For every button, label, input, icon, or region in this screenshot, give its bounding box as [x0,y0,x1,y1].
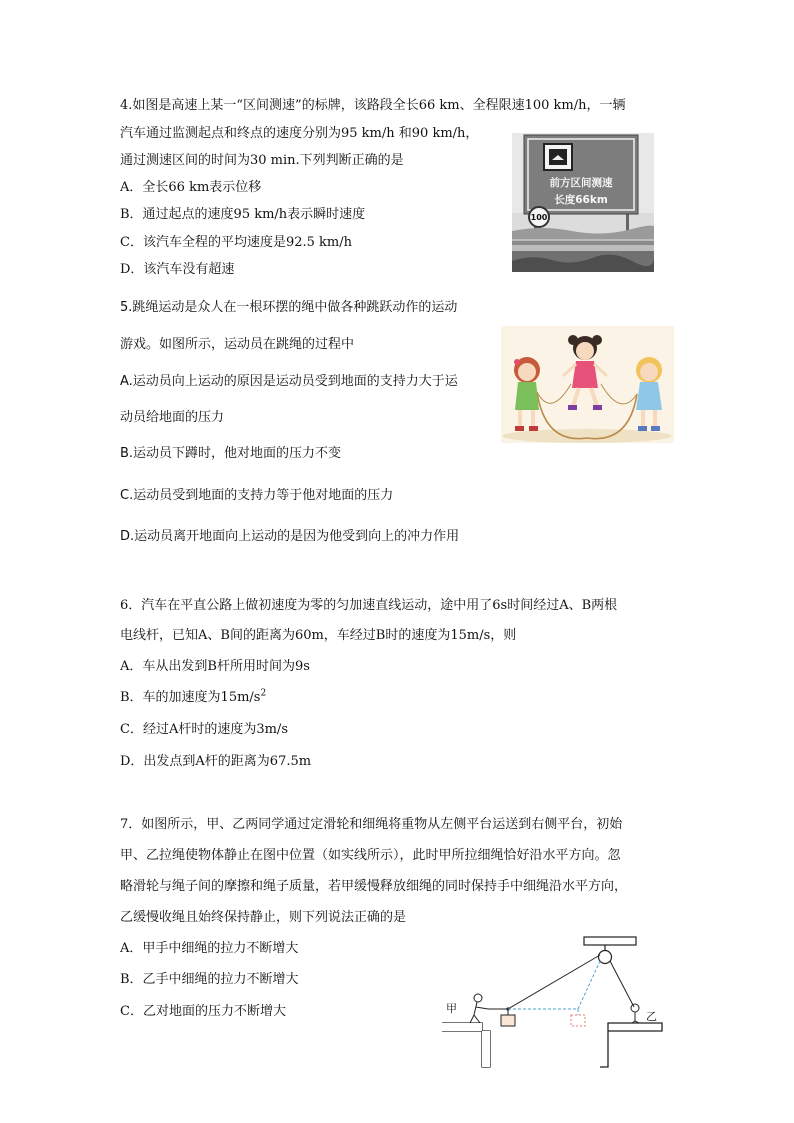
q5-option-a-line-2: 动员给地面的压力 [120,410,225,425]
q4-sign-line-1: 前方区间测速 [549,177,613,189]
q6-option-d: D．出发点到A杆的距离为67.5m [120,754,312,769]
q6-option-b-text: B．车的加速度为15m/s [120,690,261,705]
q7-label-yi: 乙 [646,1010,657,1023]
q4-option-b: B．通过起点的速度95 km/h表示瞬时速度 [120,207,366,222]
q6-option-b [120,689,266,706]
q5-option-a-line-1: A.运动员向上运动的原因是运动员受到地面的支持力大于运 [120,374,458,389]
q6-option-a: A．车从出发到B杆所用时间为9s [120,659,310,674]
q4-speed-sign-photo [512,133,654,272]
q7-stem-line-3: 略滑轮与绳子间的摩擦和绳子质量，若甲缓慢释放细绳的同时保持手中细绳沿水平方向， [120,879,628,894]
q6-option-c: C．经过A杆时的速度为3m/s [120,722,288,737]
q4-speed-limit-number: 100 [530,213,548,222]
q5-option-d: D.运动员离开地面向上运动的是因为他受到向上的冲力作用 [120,529,460,544]
q4-stem-line-3: 通过测速区间的时间为30 min.下列判断正确的是 [120,153,404,168]
q4-option-c: C．该汽车全程的平均速度是92.5 km/h [120,235,352,250]
q7-stem-line-1: 7．如图所示，甲、乙两同学通过定滑轮和细绳将重物从左侧平台运送到右侧平台，初始 [120,817,623,832]
q4-option-a: A．全长66 km表示位移 [120,180,262,195]
q5-stem-line-2: 游戏。如图所示，运动员在跳绳的过程中 [120,337,355,352]
q7-pulley-diagram [440,935,672,1075]
q4-option-d: D．该汽车没有超速 [120,262,235,277]
q4-stem-line-2: 汽车通过监测起点和终点的速度分别为95 km/h 和90 km/h， [120,126,479,141]
q4-stem-line-1: 4.如图是高速上某一“区间测速”的标牌，该路段全长66 km、全程限速100 km/h，一辆 [120,98,626,113]
q5-option-b: B.运动员下蹲时，他对地面的压力不变 [120,446,342,461]
q6-stem-line-1: 6．汽车在平直公路上做初速度为零的匀加速直线运动，途中用了6s时间经过A、B两根 [120,598,618,613]
q7-stem-line-4: 乙缓慢收绳且始终保持静止，则下列说法正确的是 [120,910,407,925]
q5-option-c: C.运动员受到地面的支持力等于他对地面的压力 [120,488,394,503]
q6-stem-line-2: 电线杆，已知A、B间的距离为60m，车经过B时的速度为15m/s，则 [120,628,517,643]
q7-option-a: A．甲手中细绳的拉力不断增大 [120,941,299,956]
q7-stem-line-2: 甲、乙拉绳使物体静止在图中位置（如实线所示），此时甲所拉细绳恰好沿水平方向。忽 [120,848,621,863]
q7-option-c: C．乙对地面的压力不断增大 [120,1004,286,1019]
q5-jump-rope-illustration [501,326,674,443]
q7-label-jia: 甲 [446,1002,457,1015]
q7-option-b: B．乙手中细绳的拉力不断增大 [120,972,299,987]
q6-option-b-exponent: 2 [260,688,267,699]
q5-stem-line-1: 5.跳绳运动是众人在一根环摆的绳中做各种跳跃动作的运动 [120,300,458,315]
q4-sign-line-2: 长度66km [554,194,608,206]
